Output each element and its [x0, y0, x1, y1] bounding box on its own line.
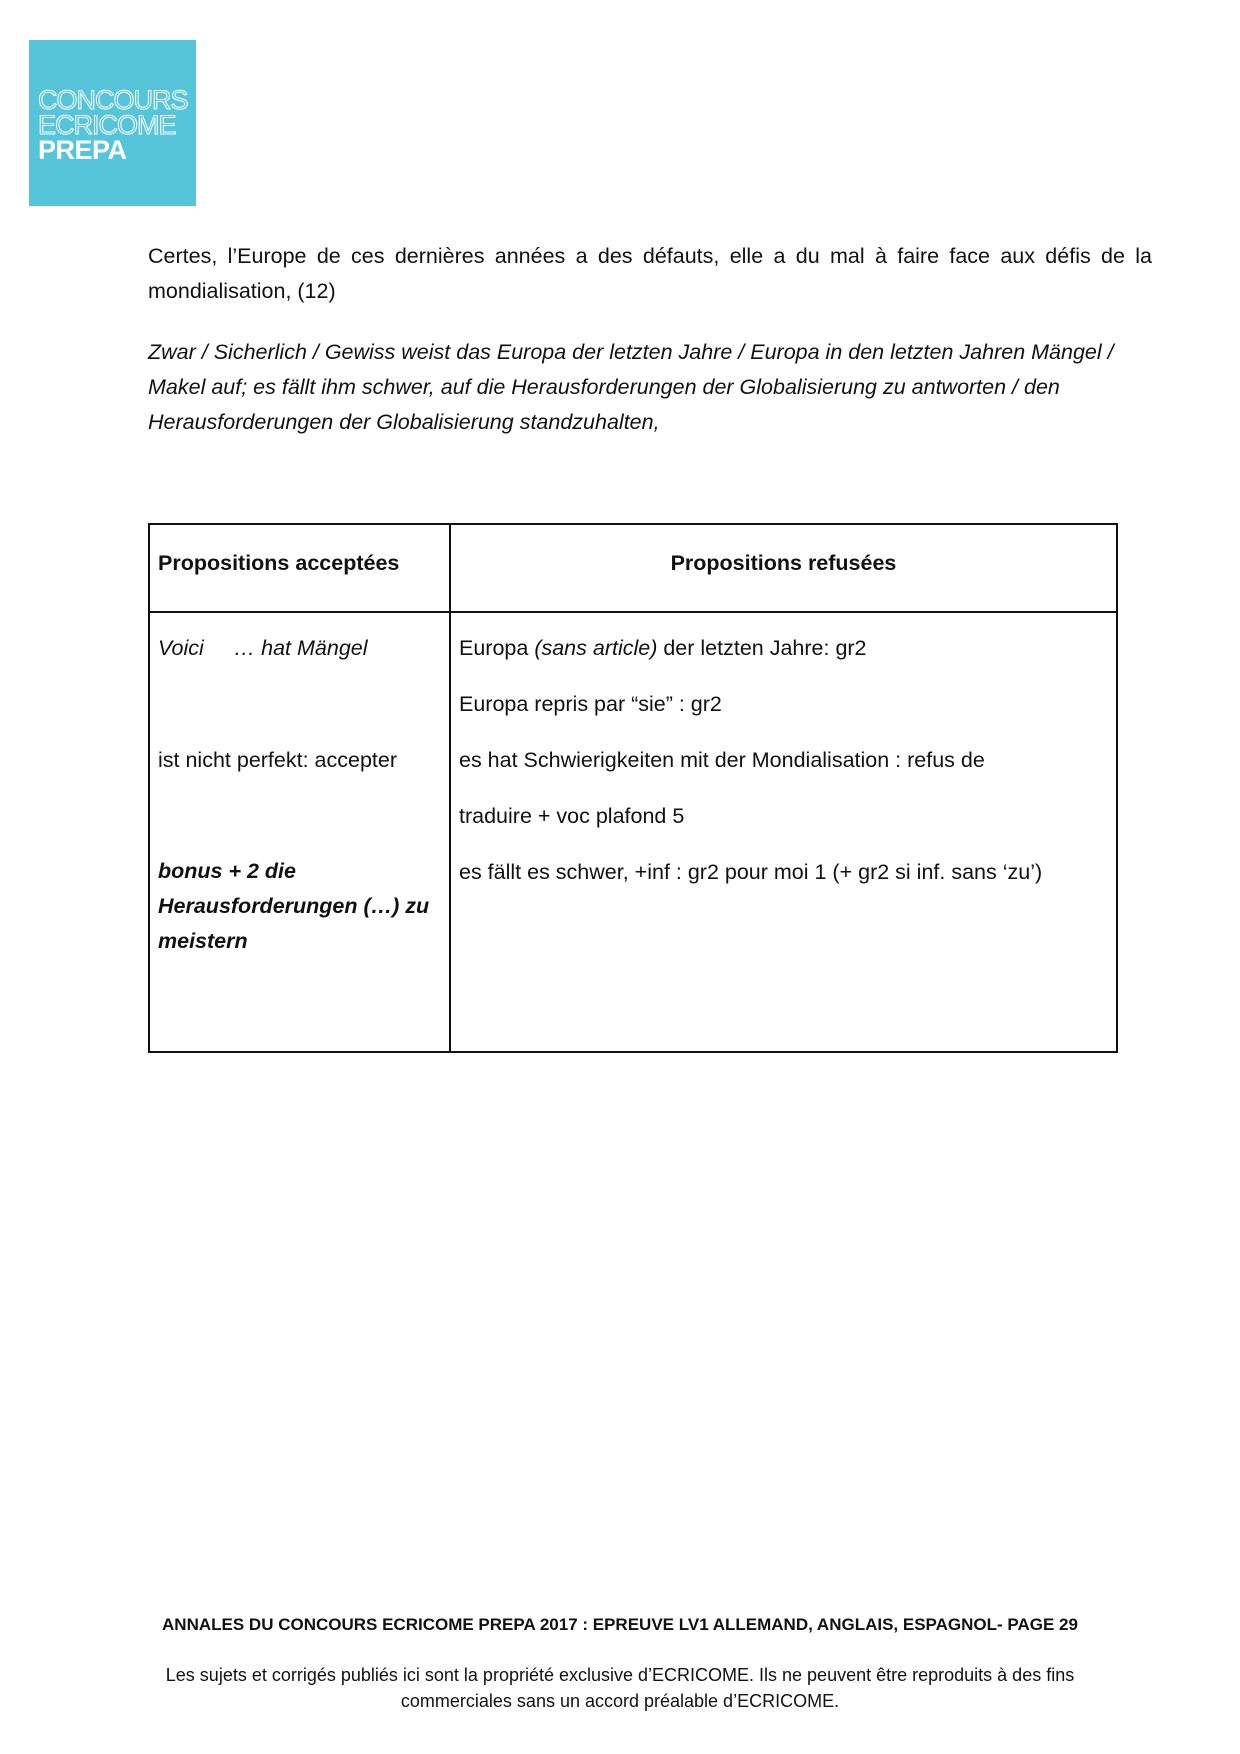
header-accepted-cell	[149, 524, 450, 612]
header-refused: Propositions refusées	[670, 551, 897, 575]
accepted-item: Voici … hat Mängel	[158, 636, 368, 660]
logo-line-prepa: PREPA	[38, 134, 127, 165]
header-accepted: Propositions acceptées	[158, 551, 400, 575]
refused-cell	[450, 612, 1117, 1052]
source-sentence-fr: Certes, l’Europe de ces dernières années a des défauts, elle a du mal à faire face aux défis de la mondialisation, (12)	[148, 244, 1152, 303]
footer-copyright-note: Les sujets et corrigés publiés ici sont la propriété exclusive d’ECRICOME. Ils ne peuvent être reproduits à des fins commerciales sans un accord préalable d’ECRICOME.	[165, 1665, 1075, 1711]
corrections-table	[148, 523, 1118, 1053]
refused-item: es hat Schwierigkeiten mit der Mondialisation : refus de	[459, 748, 985, 772]
refused-item-continued: traduire + voc plafond 5	[459, 804, 685, 828]
table-body-row	[149, 612, 1117, 1052]
footer-title: ANNALES DU CONCOURS ECRICOME PREPA 2017 : EPREUVE LV1 ALLEMAND, ANGLAIS, ESPAGNOL- PAGE 29	[162, 1615, 1078, 1634]
refused-item	[459, 620, 1108, 676]
table-header-row	[149, 524, 1117, 612]
refused-item-text: der letzten Jahre: gr2	[657, 636, 867, 660]
refused-item: es fällt es schwer, +inf : gr2 pour moi 1 (+ gr2 si inf. sans ‘zu’)	[459, 860, 1043, 884]
accepted-cell	[149, 612, 450, 1052]
accepted-bonus: bonus + 2 die Herausforderungen (…) zu meistern	[158, 859, 430, 953]
logo-line-concours: CONCOURS	[38, 85, 188, 115]
ecricome-logo	[29, 40, 196, 206]
header-refused-cell	[450, 524, 1117, 612]
accepted-item: ist nicht perfekt: accepter	[158, 748, 397, 772]
refused-item-note: (sans article)	[534, 636, 658, 660]
refused-item: Europa repris par “sie” : gr2	[459, 692, 722, 716]
logo-line-ecricome: ECRICOME	[38, 109, 176, 140]
refused-item-text: Europa	[459, 636, 535, 660]
translation-de: Zwar / Sicherlich / Gewiss weist das Europa der letzten Jahre / Europa in den letzten Jahren Mängel / Makel auf; es fällt ihm schwer, auf die Herausforderungen der Globalisierung zu antworten / den Herausforderungen der Globalisierung standzuhalten,	[148, 340, 1114, 434]
